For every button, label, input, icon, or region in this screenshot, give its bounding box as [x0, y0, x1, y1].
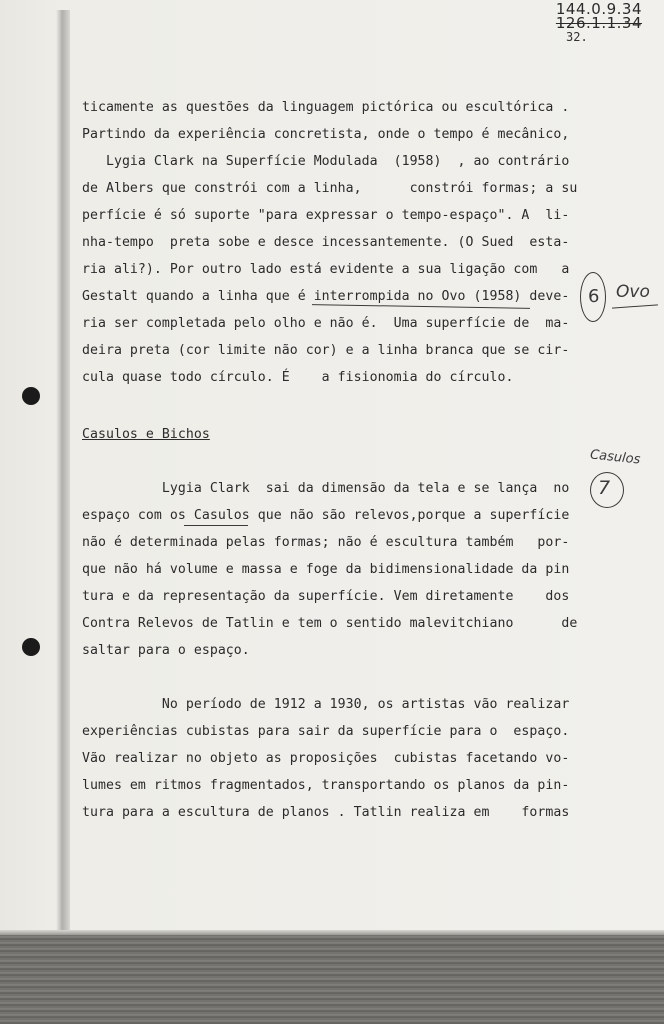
- text-line: No período de 1912 a 1930, os artistas vão realizar: [82, 697, 570, 712]
- margin-note-number: 6: [588, 286, 600, 307]
- text-line: de Albers que constrói com a linha, constrói formas; a su: [82, 181, 578, 196]
- text-line: espaço com os Casulos que não são relevos,porque a superfície: [82, 508, 570, 523]
- page-number: 32.: [566, 30, 588, 44]
- text-line: que não há volume e massa e foge da bidimensionalidade da pin: [82, 562, 570, 577]
- margin-note-ovo: Ovo: [616, 282, 650, 302]
- text-line: Gestalt quando a linha que é interrompida no Ovo (1958) deve-: [82, 289, 570, 304]
- punch-hole-bottom: [22, 638, 40, 656]
- punch-hole-top: [22, 387, 40, 405]
- text-line: cula quase todo círculo. É a fisionomia do círculo.: [82, 370, 514, 385]
- text-line: ticamente as questões da linguagem pictórica ou escultórica .: [82, 100, 570, 115]
- text-line: saltar para o espaço.: [82, 643, 250, 658]
- text-line: deira preta (cor limite não cor) e a linha branca que se cir-: [82, 343, 570, 358]
- text-line: experiências cubistas para sair da superfície para o espaço.: [82, 724, 570, 739]
- scan-background-band: [0, 935, 664, 1024]
- text-line: tura para a escultura de planos . Tatlin realiza em formas: [82, 805, 570, 820]
- text-line: Contra Relevos de Tatlin e tem o sentido malevitchiano de: [82, 616, 578, 631]
- text-line: tura e da representação da superfície. Vem diretamente dos: [82, 589, 570, 604]
- text-line: Partindo da experiência concretista, onde o tempo é mecânico,: [82, 127, 570, 142]
- archive-reference-number: 144.0.9.34: [555, 0, 642, 18]
- binding-fold-shadow: [56, 10, 70, 935]
- text-line: ria ser completada pelo olho e não é. Uma superfície de ma-: [82, 316, 570, 331]
- text-line: Lygia Clark sai da dimensão da tela e se lança no: [82, 481, 570, 496]
- margin-note-casulos: Casulos: [589, 447, 642, 468]
- handwritten-underline: [184, 525, 248, 526]
- archive-reference-number-struck: 126.1.1.34: [555, 14, 642, 32]
- margin-note-number: 7: [598, 477, 611, 499]
- text-line: Vão realizar no objeto as proposições cubistas facetando vo-: [82, 751, 570, 766]
- text-line: não é determinada pelas formas; não é escultura também por-: [82, 535, 570, 550]
- text-line: Lygia Clark na Superfície Modulada (1958) , ao contrário: [82, 154, 570, 169]
- text-line: perfície é só suporte "para expressar o tempo-espaço". A li-: [82, 208, 570, 223]
- text-line: nha-tempo preta sobe e desce incessantemente. (O Sued esta-: [82, 235, 570, 250]
- text-line: lumes em ritmos fragmentados, transportando os planos da pin-: [82, 778, 570, 793]
- text-line: ria ali?). Por outro lado está evidente a sua ligação com a: [82, 262, 570, 277]
- section-heading: Casulos e Bichos: [82, 427, 210, 442]
